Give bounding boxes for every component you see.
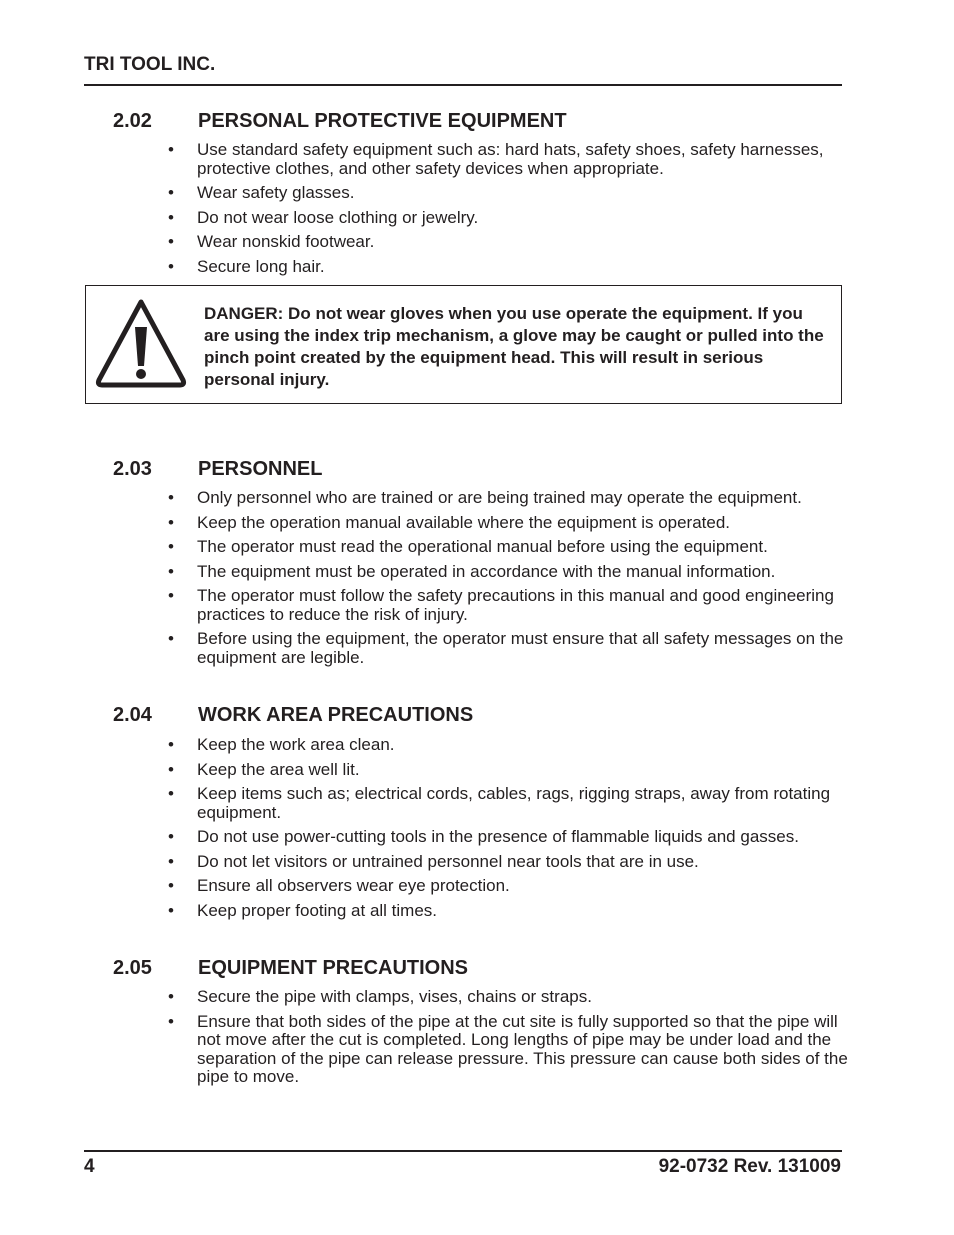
list-item	[168, 489, 848, 508]
bullet: •	[168, 586, 174, 605]
list-item	[168, 184, 848, 203]
list-item	[168, 1013, 848, 1087]
section-number: 2.04	[113, 704, 152, 726]
list-item	[168, 877, 848, 896]
list-item	[168, 258, 848, 277]
list-item-text: Ensure all observers wear eye protection.	[197, 876, 510, 895]
list-item	[168, 587, 848, 624]
bullet: •	[168, 987, 174, 1006]
list-item	[168, 828, 848, 847]
bullet: •	[168, 784, 174, 803]
list-item	[168, 538, 848, 557]
list-item-text: The operator must follow the safety precautions in this manual and good engineering practices to reduce the risk of injury.	[197, 586, 834, 624]
section-title: EQUIPMENT PRECAUTIONS	[198, 957, 469, 979]
bullet: •	[168, 851, 174, 871]
bullet: •	[168, 256, 174, 276]
list-item-text: Secure long hair.	[197, 256, 325, 276]
list-item	[168, 563, 848, 582]
bullet: •	[168, 140, 174, 159]
section-list-2-05	[168, 988, 848, 1087]
list-item	[168, 902, 848, 921]
list-item-text: Keep the area well lit.	[197, 759, 360, 779]
danger-notice	[85, 285, 842, 404]
list-item-text: Keep the operation manual available where the equipment is operated.	[197, 512, 731, 532]
list-item	[168, 853, 848, 872]
bullet: •	[168, 827, 174, 846]
section-list-2-04	[168, 736, 848, 920]
list-item-text: Use standard safety equipment such as: hard hats, safety shoes, safety harnesses, protective clothes, and other safety devices when appropriate.	[197, 140, 824, 178]
bullet: •	[168, 207, 174, 227]
bullet: •	[168, 759, 174, 779]
danger-text: DANGER: Do not wear gloves when you use operate the equipment. If you are using the index trip mechanism, a glove may be caught or pulled into the pinch point created by the equipment head. This will result in serious personal injury.	[204, 304, 824, 389]
page-number: 4	[84, 1156, 95, 1177]
list-item-text: Only personnel who are trained or are being trained may operate the equipment.	[197, 488, 802, 507]
warning-triangle-icon	[94, 296, 188, 388]
list-item-text: Keep the work area clean.	[197, 735, 395, 754]
list-item	[168, 736, 848, 755]
list-item	[168, 630, 848, 667]
company-name: TRI TOOL INC.	[84, 54, 216, 75]
list-item	[168, 761, 848, 780]
list-item	[168, 514, 848, 533]
list-item-text: Do not wear loose clothing or jewelry.	[197, 207, 479, 227]
list-item	[168, 209, 848, 228]
list-item	[168, 233, 848, 252]
bullet: •	[168, 488, 174, 507]
bullet: •	[168, 629, 174, 648]
section-number: 2.05	[113, 957, 152, 979]
list-item-text: Before using the equipment, the operator must ensure that all safety messages on the equipment are legible.	[197, 629, 844, 667]
list-item	[168, 785, 848, 822]
bullet: •	[168, 183, 174, 202]
list-item-text: Wear nonskid footwear.	[197, 232, 375, 251]
bullet: •	[168, 876, 174, 895]
bullet: •	[168, 900, 174, 920]
section-number: 2.02	[113, 110, 152, 132]
list-item	[168, 141, 848, 178]
bullet: •	[168, 232, 174, 251]
list-item-text: Do not let visitors or untrained personnel near tools that are in use.	[197, 851, 699, 871]
list-item-text: Wear safety glasses.	[197, 183, 355, 202]
bullet: •	[168, 537, 174, 556]
section-list-2-02	[168, 141, 848, 276]
list-item-text: Keep items such as; electrical cords, cables, rags, rigging straps, away from rotating equipment.	[197, 784, 831, 822]
bullet: •	[168, 735, 174, 754]
list-item-text: Ensure that both sides of the pipe at the cut site is fully supported so that the pipe will not move after the cut is completed. Long lengths of pipe may be under load and the separation of the pipe can release pressure. This pressure can cause both sides of the pipe to move.	[197, 1011, 848, 1086]
header-rule	[84, 84, 842, 86]
section-list-2-03	[168, 489, 848, 667]
bullet: •	[168, 512, 174, 532]
bullet: •	[168, 561, 174, 581]
section-title: WORK AREA PRECAUTIONS	[198, 704, 474, 726]
list-item-text: Keep proper footing at all times.	[197, 900, 438, 920]
list-item-text: The operator must read the operational manual before using the equipment.	[197, 537, 768, 556]
section-title: PERSONAL PROTECTIVE EQUIPMENT	[198, 110, 567, 132]
section-title: PERSONNEL	[198, 458, 323, 480]
section-number: 2.03	[113, 458, 152, 480]
list-item	[168, 988, 848, 1007]
list-item-text: Do not use power-cutting tools in the presence of flammable liquids and gasses.	[197, 827, 799, 846]
list-item-text: Secure the pipe with clamps, vises, chains or straps.	[197, 987, 592, 1006]
bullet: •	[168, 1011, 174, 1031]
document-revision: 92-0732 Rev. 131009	[658, 1156, 841, 1177]
footer-rule	[84, 1150, 842, 1152]
list-item-text: The equipment must be operated in accordance with the manual information.	[197, 561, 776, 581]
